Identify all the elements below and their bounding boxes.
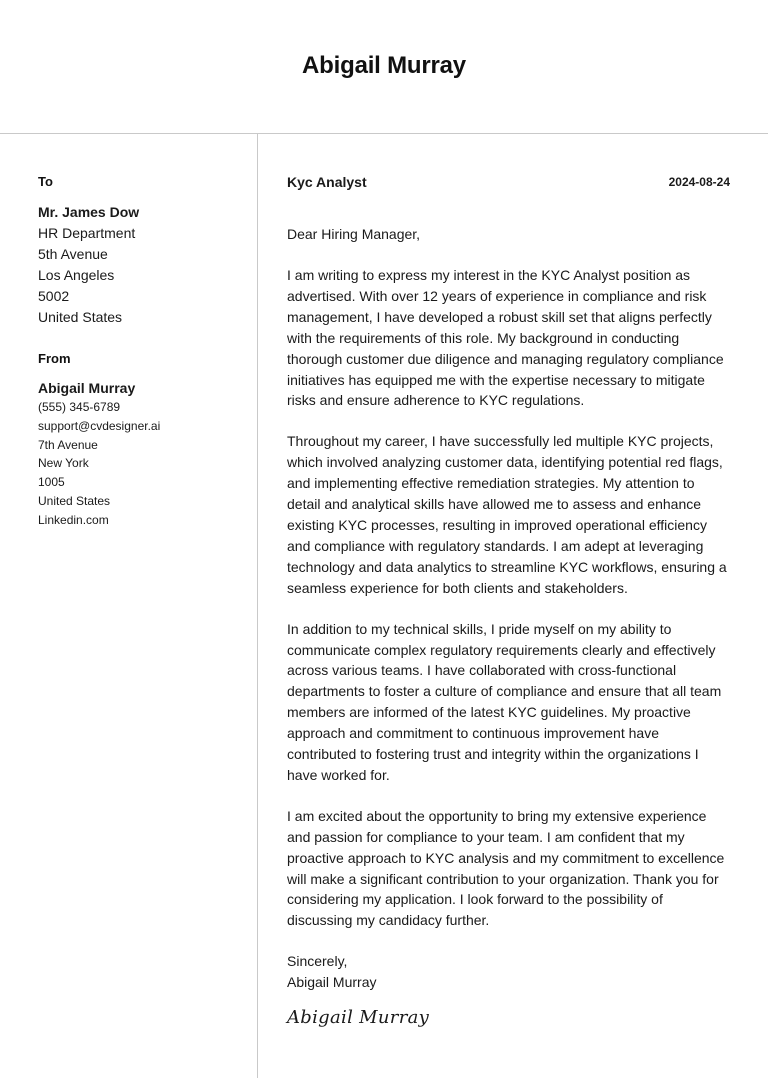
closing-block (287, 951, 730, 993)
sender-street: 7th Avenue (38, 437, 98, 452)
sender-block (38, 379, 248, 530)
closing-name: Abigail Murray (287, 974, 377, 991)
recipient-department: HR Department (38, 225, 136, 241)
to-heading: To (38, 174, 53, 189)
column-divider (257, 134, 258, 1078)
sender-website: Linkedin.com (38, 512, 109, 527)
recipient-block (38, 202, 248, 328)
recipient-country: United States (38, 309, 123, 325)
sender-name: Abigail Murray (38, 380, 136, 396)
header-divider (0, 133, 768, 134)
sender-zip: 1005 (38, 475, 65, 490)
salutation: Dear Hiring Manager, (287, 226, 421, 242)
recipient-zip: 5002 (38, 288, 70, 304)
applicant-name-title: Abigail Murray (302, 52, 466, 79)
paragraph-4: I am excited about the opportunity to bring my extensive experience and passion for compliance to your team. I am confident that my proactive approach to KYC analysis and my commitment to excellence will make a significant contribution to your organization. Thank you for considering my application. I look forward to the possibility of discussing my candidacy further. (287, 807, 725, 929)
paragraph-3: In addition to my technical skills, I pride myself on my ability to communicate complex regulatory requirements clearly and effectively across various teams. I have collaborated with cross-functional departments to foster a culture of compliance and ensure that all team members are informed of the latest KYC guidelines. My proactive approach and commitment to continuous improvement have contributed to fostering trust and integrity within the organizations I have worked for. (287, 620, 722, 783)
letter-meta-row (287, 174, 730, 192)
recipient-city: Los Angeles (38, 267, 115, 283)
sender-email: support@cvdesigner.ai (38, 418, 161, 433)
paragraph-1: I am writing to express my interest in the KYC Analyst position as advertised. With over 12 years of experience in compliance and risk management, I have developed a robust skill set that aligns perfectly with the requirements of this role. My background in conducting thorough customer due diligence and managing regulatory compliance initiatives has equipped me with the expertise necessary to mitigate risks and ensure adherence to KYC regulations. (287, 267, 724, 409)
sender-phone: (555) 345-6789 (38, 400, 121, 414)
paragraph-2: Throughout my career, I have successfully led multiple KYC projects, which involved analyzing customer data, identifying potential red flags, and implementing effective remediation strategies. My attention to detail and analytical skills have allowed me to assess and enhance existing KYC processes, resulting in improved operational efficiency and compliance with regulatory standards. I am adept at leveraging technology and data analytics to streamline KYC workflows, ensuring a seamless experience for both clients and stakeholders. (287, 433, 727, 596)
recipient-street: 5th Avenue (38, 246, 108, 262)
letter-date: 2024-08-24 (668, 175, 730, 189)
from-heading: From (38, 351, 71, 366)
letter-body (287, 174, 730, 1028)
job-title: Kyc Analyst (287, 174, 367, 190)
recipient-name: Mr. James Dow (38, 204, 140, 220)
sender-country: United States (38, 493, 111, 508)
sender-city: New York (38, 456, 89, 471)
handwritten-signature: Abigail Murray (287, 1007, 430, 1029)
contact-sidebar (38, 174, 248, 530)
letter-header (0, 0, 768, 134)
closing-phrase: Sincerely, (287, 953, 348, 970)
